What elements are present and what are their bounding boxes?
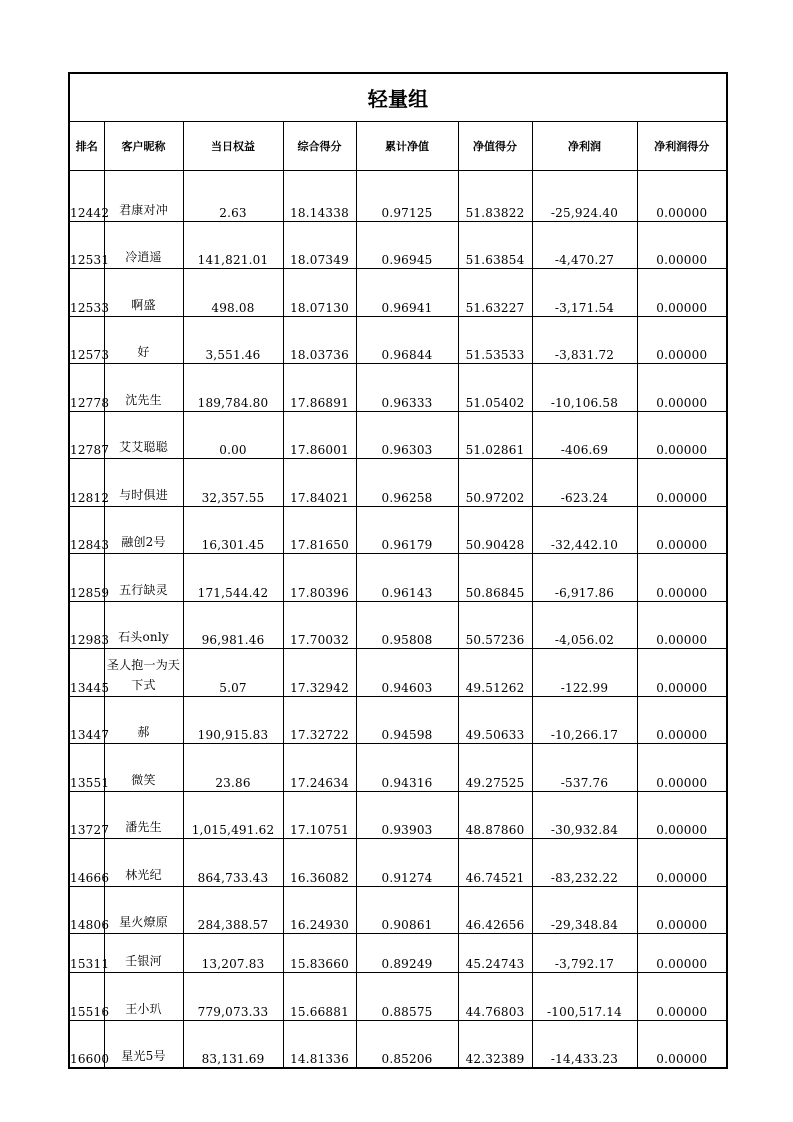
rank-cell: 12778 (69, 364, 104, 412)
rank-cell: 12843 (69, 507, 104, 554)
table-row (69, 412, 727, 459)
table-row (69, 887, 727, 934)
profit-cell: -10,266.17 (532, 697, 637, 744)
profit-score-cell: 0.00000 (637, 412, 727, 459)
profit-score-cell: 0.00000 (637, 459, 727, 507)
score-cell: 15.83660 (283, 934, 356, 973)
table-row (69, 839, 727, 887)
name-cell: 艾艾聪聪 (104, 412, 183, 459)
nav-cell: 0.91274 (356, 839, 458, 887)
nav-cell: 0.94316 (356, 744, 458, 792)
profit-score-cell: 0.00000 (637, 317, 727, 364)
equity-cell: 83,131.69 (183, 1021, 283, 1069)
score-cell: 18.14338 (283, 171, 356, 222)
name-cell: 石头only (104, 602, 183, 649)
score-cell: 17.70032 (283, 602, 356, 649)
rank-cell: 12533 (69, 269, 104, 317)
profit-cell: -623.24 (532, 459, 637, 507)
nav-cell: 0.93903 (356, 792, 458, 839)
name-cell: 与时俱进 (104, 459, 183, 507)
score-cell: 17.32942 (283, 649, 356, 697)
rank-cell: 13551 (69, 744, 104, 792)
equity-cell: 13,207.83 (183, 934, 283, 973)
rank-cell: 12531 (69, 222, 104, 269)
equity-cell: 189,784.80 (183, 364, 283, 412)
score-cell: 17.10751 (283, 792, 356, 839)
nav-score-cell: 50.86845 (458, 554, 532, 602)
profit-score-cell: 0.00000 (637, 839, 727, 887)
score-cell: 17.32722 (283, 697, 356, 744)
profit-cell: -3,792.17 (532, 934, 637, 973)
col-header-profit-score: 净利润得分 (637, 122, 727, 171)
equity-cell: 498.08 (183, 269, 283, 317)
name-cell: 沈先生 (104, 364, 183, 412)
profit-cell: -4,470.27 (532, 222, 637, 269)
col-header-equity: 当日权益 (183, 122, 283, 171)
rank-cell: 16600 (69, 1021, 104, 1069)
equity-cell: 3,551.46 (183, 317, 283, 364)
score-cell: 17.81650 (283, 507, 356, 554)
profit-score-cell: 0.00000 (637, 1021, 727, 1069)
nav-score-cell: 51.05402 (458, 364, 532, 412)
title-row (69, 73, 727, 122)
name-cell: 壬银河 (104, 934, 183, 973)
profit-cell: -30,932.84 (532, 792, 637, 839)
table-row (69, 269, 727, 317)
equity-cell: 0.00 (183, 412, 283, 459)
ranking-sheet (68, 72, 726, 1069)
col-header-profit: 净利润 (532, 122, 637, 171)
table-row (69, 1021, 727, 1069)
rank-cell: 15516 (69, 973, 104, 1021)
equity-cell: 32,357.55 (183, 459, 283, 507)
nav-score-cell: 51.02861 (458, 412, 532, 459)
score-cell: 18.07130 (283, 269, 356, 317)
nav-score-cell: 49.27525 (458, 744, 532, 792)
rank-cell: 12983 (69, 602, 104, 649)
nav-cell: 0.96258 (356, 459, 458, 507)
profit-cell: -83,232.22 (532, 839, 637, 887)
sheet-title: 轻量组 (69, 73, 727, 122)
nav-score-cell: 42.32389 (458, 1021, 532, 1069)
nav-cell: 0.96945 (356, 222, 458, 269)
profit-score-cell: 0.00000 (637, 554, 727, 602)
nav-cell: 0.85206 (356, 1021, 458, 1069)
nav-cell: 0.90861 (356, 887, 458, 934)
rank-cell: 12573 (69, 317, 104, 364)
nav-cell: 0.95808 (356, 602, 458, 649)
name-cell: 啊盛 (104, 269, 183, 317)
score-cell: 17.86001 (283, 412, 356, 459)
col-header-nav-score: 净值得分 (458, 122, 532, 171)
name-cell: 星光5号 (104, 1021, 183, 1069)
table-row (69, 649, 727, 697)
nav-cell: 0.97125 (356, 171, 458, 222)
nav-score-cell: 46.74521 (458, 839, 532, 887)
name-cell: 融创2号 (104, 507, 183, 554)
table-row (69, 364, 727, 412)
equity-cell: 96,981.46 (183, 602, 283, 649)
name-cell: 微笑 (104, 744, 183, 792)
score-cell: 17.80396 (283, 554, 356, 602)
rank-cell: 15311 (69, 934, 104, 973)
profit-score-cell: 0.00000 (637, 269, 727, 317)
nav-cell: 0.96143 (356, 554, 458, 602)
table-row (69, 171, 727, 222)
equity-cell: 5.07 (183, 649, 283, 697)
equity-cell: 864,733.43 (183, 839, 283, 887)
profit-cell: -10,106.58 (532, 364, 637, 412)
profit-score-cell: 0.00000 (637, 744, 727, 792)
name-cell: 好 (104, 317, 183, 364)
table-row (69, 317, 727, 364)
col-header-name: 客户昵称 (104, 122, 183, 171)
rank-cell: 14666 (69, 839, 104, 887)
table-row (69, 554, 727, 602)
nav-score-cell: 46.42656 (458, 887, 532, 934)
nav-score-cell: 51.53533 (458, 317, 532, 364)
nav-cell: 0.96333 (356, 364, 458, 412)
score-cell: 16.36082 (283, 839, 356, 887)
profit-cell: -3,831.72 (532, 317, 637, 364)
nav-cell: 0.89249 (356, 934, 458, 973)
nav-cell: 0.96844 (356, 317, 458, 364)
name-cell: 星火燎原 (104, 887, 183, 934)
equity-cell: 16,301.45 (183, 507, 283, 554)
nav-score-cell: 50.90428 (458, 507, 532, 554)
equity-cell: 1,015,491.62 (183, 792, 283, 839)
profit-cell: -100,517.14 (532, 973, 637, 1021)
col-header-rank: 排名 (69, 122, 104, 171)
profit-score-cell: 0.00000 (637, 171, 727, 222)
rank-cell: 12442 (69, 171, 104, 222)
name-cell: 君康对冲 (104, 171, 183, 222)
profit-score-cell: 0.00000 (637, 697, 727, 744)
table-row (69, 507, 727, 554)
nav-score-cell: 44.76803 (458, 973, 532, 1021)
table-row (69, 602, 727, 649)
rank-cell: 14806 (69, 887, 104, 934)
profit-cell: -32,442.10 (532, 507, 637, 554)
ranking-table (68, 72, 728, 1069)
score-cell: 16.24930 (283, 887, 356, 934)
profit-score-cell: 0.00000 (637, 973, 727, 1021)
profit-score-cell: 0.00000 (637, 507, 727, 554)
name-cell: 五行缺灵 (104, 554, 183, 602)
profit-score-cell: 0.00000 (637, 934, 727, 973)
profit-score-cell: 0.00000 (637, 222, 727, 269)
nav-score-cell: 45.24743 (458, 934, 532, 973)
name-cell: 冷逍遥 (104, 222, 183, 269)
profit-cell: -14,433.23 (532, 1021, 637, 1069)
score-cell: 15.66881 (283, 973, 356, 1021)
nav-cell: 0.96941 (356, 269, 458, 317)
profit-score-cell: 0.00000 (637, 792, 727, 839)
nav-score-cell: 51.83822 (458, 171, 532, 222)
profit-cell: -3,171.54 (532, 269, 637, 317)
score-cell: 17.86891 (283, 364, 356, 412)
name-cell: 郝 (104, 697, 183, 744)
table-row (69, 459, 727, 507)
table-row (69, 744, 727, 792)
nav-cell: 0.88575 (356, 973, 458, 1021)
score-cell: 18.03736 (283, 317, 356, 364)
rank-cell: 12812 (69, 459, 104, 507)
profit-cell: -25,924.40 (532, 171, 637, 222)
profit-score-cell: 0.00000 (637, 887, 727, 934)
equity-cell: 171,544.42 (183, 554, 283, 602)
equity-cell: 190,915.83 (183, 697, 283, 744)
nav-cell: 0.96303 (356, 412, 458, 459)
rank-cell: 13447 (69, 697, 104, 744)
profit-cell: -6,917.86 (532, 554, 637, 602)
rank-cell: 13727 (69, 792, 104, 839)
equity-cell: 141,821.01 (183, 222, 283, 269)
name-cell: 潘先生 (104, 792, 183, 839)
nav-score-cell: 48.87860 (458, 792, 532, 839)
nav-cell: 0.94598 (356, 697, 458, 744)
rank-cell: 12859 (69, 554, 104, 602)
profit-cell: -4,056.02 (532, 602, 637, 649)
table-row (69, 222, 727, 269)
score-cell: 17.24634 (283, 744, 356, 792)
profit-score-cell: 0.00000 (637, 649, 727, 697)
score-cell: 14.81336 (283, 1021, 356, 1069)
profit-cell: -29,348.84 (532, 887, 637, 934)
table-row (69, 973, 727, 1021)
profit-cell: -122.99 (532, 649, 637, 697)
equity-cell: 779,073.33 (183, 973, 283, 1021)
name-cell: 林光纪 (104, 839, 183, 887)
profit-cell: -537.76 (532, 744, 637, 792)
profit-cell: -406.69 (532, 412, 637, 459)
nav-score-cell: 49.51262 (458, 649, 532, 697)
table-row (69, 792, 727, 839)
table-body (69, 171, 727, 1069)
col-header-score: 综合得分 (283, 122, 356, 171)
equity-cell: 2.63 (183, 171, 283, 222)
score-cell: 17.84021 (283, 459, 356, 507)
name-cell: 圣人抱一为天下式 (104, 649, 183, 697)
rank-cell: 12787 (69, 412, 104, 459)
nav-score-cell: 51.63854 (458, 222, 532, 269)
nav-score-cell: 50.97202 (458, 459, 532, 507)
table-row (69, 697, 727, 744)
nav-score-cell: 51.63227 (458, 269, 532, 317)
table-row (69, 934, 727, 973)
nav-score-cell: 50.57236 (458, 602, 532, 649)
nav-score-cell: 49.50633 (458, 697, 532, 744)
profit-score-cell: 0.00000 (637, 364, 727, 412)
name-cell: 王小玐 (104, 973, 183, 1021)
equity-cell: 284,388.57 (183, 887, 283, 934)
header-row (69, 122, 727, 171)
equity-cell: 23.86 (183, 744, 283, 792)
score-cell: 18.07349 (283, 222, 356, 269)
nav-cell: 0.96179 (356, 507, 458, 554)
rank-cell: 13445 (69, 649, 104, 697)
nav-cell: 0.94603 (356, 649, 458, 697)
profit-score-cell: 0.00000 (637, 602, 727, 649)
col-header-nav: 累计净值 (356, 122, 458, 171)
